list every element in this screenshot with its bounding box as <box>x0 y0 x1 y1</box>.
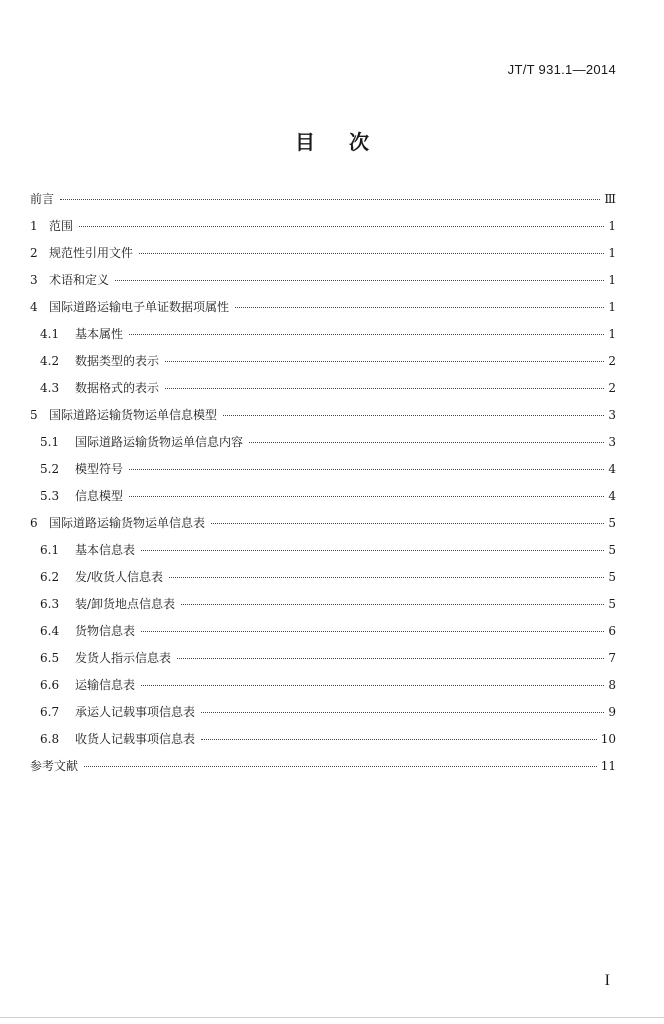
toc-entry[interactable] <box>30 405 616 432</box>
toc-dot-leader <box>211 523 604 524</box>
toc-entry[interactable] <box>30 567 616 594</box>
toc-entry-number: 6 <box>30 516 38 530</box>
toc-dot-leader <box>201 739 597 740</box>
toc-entry[interactable] <box>30 243 616 270</box>
toc-entry-number: 4.1 <box>40 327 60 341</box>
toc-entry-label: 国际道路运输货物运单信息内容 <box>75 435 244 449</box>
toc-entry[interactable] <box>30 756 616 783</box>
toc-dot-leader <box>235 307 604 308</box>
toc-entry-number: 4.2 <box>40 354 60 368</box>
toc-entry-number: 6.2 <box>40 570 60 584</box>
toc-dot-leader <box>141 550 604 551</box>
toc-entry-number: 6.8 <box>40 732 60 746</box>
toc-entry-number: 4.3 <box>40 381 60 395</box>
toc-entry-number: 1 <box>30 219 38 233</box>
toc-entry[interactable] <box>30 486 616 513</box>
toc-entry-page: 1 <box>608 273 616 287</box>
standard-number: JT/T 931.1—2014 <box>507 62 616 77</box>
toc-entry[interactable] <box>30 540 616 567</box>
toc-entry-page: 4 <box>608 462 616 476</box>
toc-entry-number: 6.6 <box>40 678 60 692</box>
toc-entry-number: 2 <box>30 246 38 260</box>
toc-dot-leader <box>79 226 604 227</box>
toc-entry-page: 5 <box>608 570 616 584</box>
toc-dot-leader <box>139 253 604 254</box>
toc-entry-label: 数据类型的表示 <box>75 354 160 368</box>
page-number: I <box>604 972 610 989</box>
toc-entry[interactable] <box>30 702 616 729</box>
toc-entry-label: 货物信息表 <box>75 624 136 638</box>
toc-entry-label: 国际道路运输货物运单信息模型 <box>49 408 218 422</box>
toc-entry-page: 5 <box>608 543 616 557</box>
toc-entry-page: 4 <box>608 489 616 503</box>
toc-entry-page: Ⅲ <box>604 192 616 206</box>
toc-entry[interactable] <box>30 297 616 324</box>
toc-dot-leader <box>141 685 604 686</box>
toc-entry-label: 术语和定义 <box>49 273 110 287</box>
toc-entry[interactable] <box>30 378 616 405</box>
toc-entry-page: 5 <box>608 516 616 530</box>
toc-entry-label: 收货人记载事项信息表 <box>75 732 196 746</box>
toc-entry-page: 5 <box>608 597 616 611</box>
toc-entry-number: 6.4 <box>40 624 60 638</box>
toc-entry[interactable] <box>30 594 616 621</box>
toc-entry-number: 5 <box>30 408 38 422</box>
toc-entry[interactable] <box>30 189 616 216</box>
toc-entry-page: 2 <box>608 354 616 368</box>
toc-entry[interactable] <box>30 270 616 297</box>
toc-entry-number: 5.3 <box>40 489 60 503</box>
toc-entry[interactable] <box>30 729 616 756</box>
table-of-contents <box>30 189 616 783</box>
toc-entry[interactable] <box>30 324 616 351</box>
toc-dot-leader <box>177 658 604 659</box>
toc-entry-number: 6.3 <box>40 597 60 611</box>
toc-entry-number: 5.2 <box>40 462 60 476</box>
toc-entry-label: 范围 <box>49 219 74 233</box>
toc-entry-page: 11 <box>600 759 616 773</box>
toc-entry[interactable] <box>30 621 616 648</box>
toc-entry-label: 数据格式的表示 <box>75 381 160 395</box>
toc-entry-page: 7 <box>608 651 616 665</box>
toc-entry-number: 6.1 <box>40 543 60 557</box>
bottom-rule <box>0 1017 664 1018</box>
toc-entry-label: 参考文献 <box>30 759 79 773</box>
toc-entry-page: 10 <box>600 732 616 746</box>
toc-entry-page: 1 <box>608 219 616 233</box>
toc-entry-page: 9 <box>608 705 616 719</box>
toc-entry-label: 规范性引用文件 <box>49 246 134 260</box>
toc-dot-leader <box>169 577 604 578</box>
toc-entry-label: 基本信息表 <box>75 543 136 557</box>
toc-dot-leader <box>165 361 604 362</box>
toc-dot-leader <box>249 442 604 443</box>
toc-dot-leader <box>165 388 604 389</box>
toc-entry-label: 模型符号 <box>75 462 124 476</box>
toc-dot-leader <box>60 199 600 200</box>
toc-dot-leader <box>141 631 604 632</box>
toc-entry-page: 8 <box>608 678 616 692</box>
toc-dot-leader <box>84 766 597 767</box>
toc-entry[interactable] <box>30 432 616 459</box>
toc-entry-label: 承运人记载事项信息表 <box>75 705 196 719</box>
page-title: 目次 <box>295 130 403 154</box>
toc-entry-label: 国际道路运输电子单证数据项属性 <box>49 300 230 314</box>
toc-entry-label: 前言 <box>30 192 55 206</box>
toc-entry-label: 国际道路运输货物运单信息表 <box>49 516 206 530</box>
toc-entry-number: 6.7 <box>40 705 60 719</box>
toc-entry[interactable] <box>30 675 616 702</box>
toc-dot-leader <box>129 334 604 335</box>
toc-entry[interactable] <box>30 216 616 243</box>
toc-entry-page: 1 <box>608 246 616 260</box>
toc-entry-page: 6 <box>608 624 616 638</box>
toc-dot-leader <box>129 496 604 497</box>
toc-entry-page: 3 <box>608 435 616 449</box>
toc-dot-leader <box>223 415 604 416</box>
toc-entry-page: 1 <box>608 300 616 314</box>
toc-dot-leader <box>181 604 604 605</box>
toc-entry-page: 3 <box>608 408 616 422</box>
toc-entry-number: 3 <box>30 273 38 287</box>
toc-dot-leader <box>201 712 604 713</box>
toc-entry[interactable] <box>30 459 616 486</box>
toc-entry[interactable] <box>30 351 616 378</box>
toc-entry[interactable] <box>30 648 616 675</box>
toc-entry-number: 5.1 <box>40 435 60 449</box>
toc-entry-label: 装/卸货地点信息表 <box>75 597 176 611</box>
toc-entry-page: 1 <box>608 327 616 341</box>
toc-entry-label: 信息模型 <box>75 489 124 503</box>
toc-entry-label: 发/收货人信息表 <box>75 570 164 584</box>
toc-entry-page: 2 <box>608 381 616 395</box>
toc-entry-number: 4 <box>30 300 38 314</box>
toc-entry-label: 发货人指示信息表 <box>75 651 172 665</box>
toc-dot-leader <box>115 280 604 281</box>
toc-entry-number: 6.5 <box>40 651 60 665</box>
toc-entry[interactable] <box>30 513 616 540</box>
toc-entry-label: 基本属性 <box>75 327 124 341</box>
toc-entry-label: 运输信息表 <box>75 678 136 692</box>
toc-dot-leader <box>129 469 604 470</box>
